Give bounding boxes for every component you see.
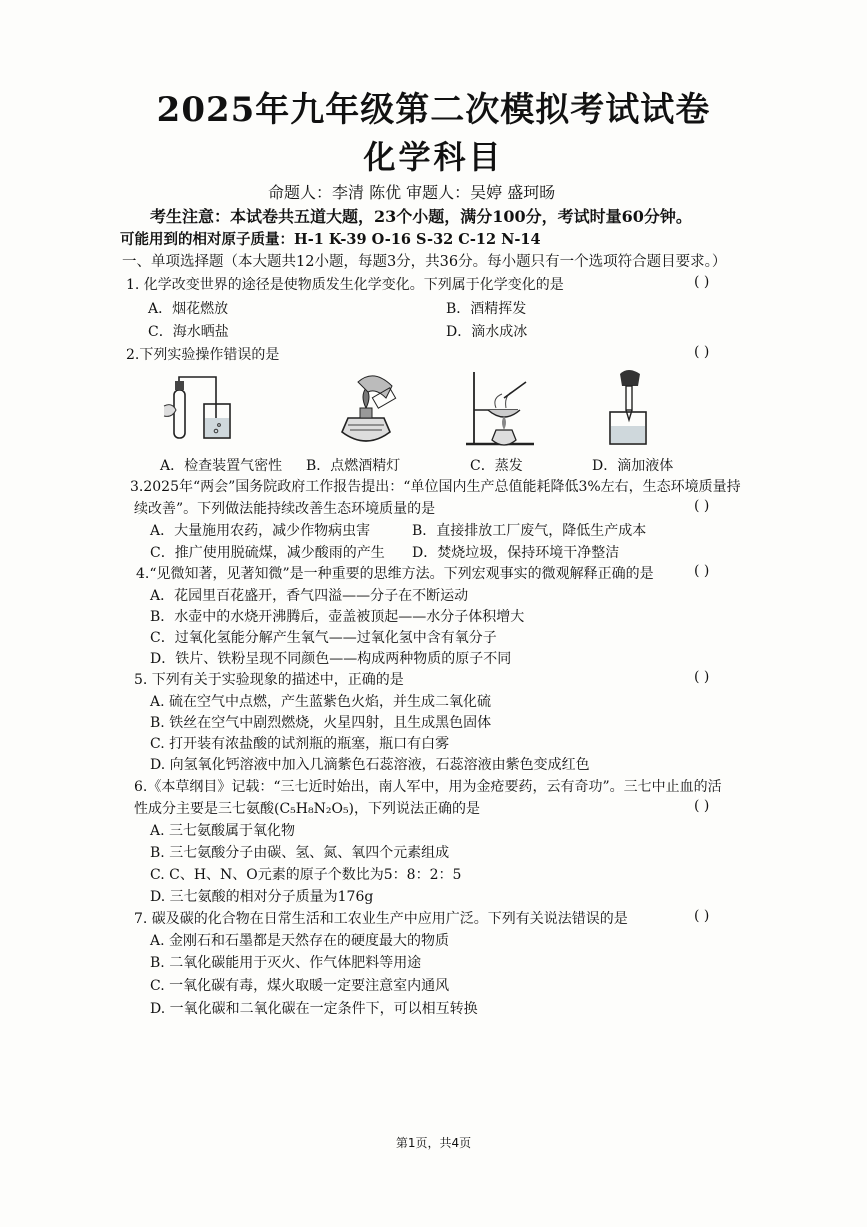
question-3-stem-line1: 3.2025年“两会”国务院政府工作报告提出：“单位国内生产总值能耗降低3%左右，生态环境质量持	[130, 479, 741, 495]
q3-option-b: B．直接排放工厂废气，降低生产成本	[412, 523, 647, 539]
q5-option-a: A. 硫在空气中点燃，产生蓝紫色火焰，并生成二氧化硫	[150, 694, 492, 710]
q3-option-d: D．焚烧垃圾，保持环境干净整洁	[412, 545, 620, 561]
q4-option-a: A．花园里百花盛开，香气四溢——分子在不断运动	[150, 588, 469, 604]
answer-paren-2: ( )	[694, 344, 710, 360]
airtightness-check-figure	[158, 376, 238, 448]
q7-option-b: B. 二氧化碳能用于灭火、作气体肥料等用途	[150, 955, 422, 971]
q3-option-c: C．推广使用脱硫煤，减少酸雨的产生	[150, 545, 385, 561]
q2-caption-a: A．检查装置气密性	[160, 458, 283, 474]
question-4-stem: 4.“见微知著，见著知微”是一种重要的思维方法。下列宏观事实的微观解释正确的是	[136, 566, 654, 582]
subject-title: 化学科目	[363, 138, 504, 176]
answer-paren-3: ( )	[694, 498, 710, 514]
answer-paren-5: ( )	[694, 669, 710, 685]
q4-option-d: D．铁片、铁粉呈现不同颜色——构成两种物质的原子不同	[150, 651, 512, 667]
q5-option-b: B. 铁丝在空气中剧烈燃烧，火星四射，且生成黑色固体	[150, 715, 492, 731]
atomic-masses: 可能用到的相对原子质量：H-1 K-39 O-16 S-32 C-12 N-14	[120, 231, 541, 248]
q6-option-b: B. 三七氨酸分子由碳、氢、氮、氧四个元素组成	[150, 845, 450, 861]
answer-paren-6: ( )	[694, 798, 710, 814]
question-3-stem-line2: 续改善”。下列做法能持续改善生态环境质量的是	[134, 501, 436, 517]
question-6-stem-line2: 性成分主要是三七氨酸(C₅H₈N₂O₅)，下列说法正确的是	[134, 801, 481, 817]
q4-option-c: C．过氧化氢能分解产生氧气——过氧化氢中含有氧分子	[150, 630, 497, 646]
question-5-stem: 5. 下列有关于实验现象的描述中，正确的是	[134, 672, 404, 688]
question-2-stem: 2.下列实验操作错误的是	[126, 347, 280, 363]
question-7-stem: 7. 碳及碳的化合物在日常生活和工农业生产中应用广泛。下列有关说法错误的是	[134, 911, 628, 927]
q6-option-d: D. 三七氨酸的相对分子质量为176g	[150, 889, 374, 905]
q1-option-b: B．酒精挥发	[446, 301, 527, 317]
section-heading: 一、单项选择题（本大题共12小题，每题3分，共36分。每小题只有一个选项符合题目要求。）	[122, 254, 727, 270]
question-6-stem-line1: 6.《本草纲目》记载：“三七近时始出，南人军中，用为金疮要药，云有奇功”。三七中止血的活	[134, 779, 722, 795]
q6-option-a: A. 三七氨酸属于氧化物	[150, 823, 296, 839]
q3-option-a: A．大量施用农药，减少作物病虫害	[150, 523, 371, 539]
exam-notice: 考生注意：本试卷共五道大题，23个小题，满分100分，考试时量60分钟。	[150, 207, 692, 226]
q2-caption-b: B．点燃酒精灯	[306, 458, 401, 474]
question-1-stem: 1. 化学改变世界的途径是使物质发生化学变化。下列属于化学变化的是	[126, 277, 564, 293]
q7-option-c: C. 一氧化碳有毒，煤火取暖一定要注意室内通风	[150, 978, 450, 994]
answer-paren-7: ( )	[694, 908, 710, 924]
alcohol-lamp-figure	[330, 370, 402, 450]
evaporation-figure	[462, 368, 546, 450]
q1-option-d: D．滴水成冰	[446, 324, 528, 340]
q2-caption-c: C．蒸发	[470, 458, 523, 474]
q7-option-d: D. 一氧化碳和二氧化碳在一定条件下，可以相互转换	[150, 1001, 478, 1017]
q7-option-a: A. 金刚石和石墨都是天然存在的硬度最大的物质	[150, 933, 450, 949]
q4-option-b: B．水壶中的水烧开沸腾后，壶盖被顶起——水分子体积增大	[150, 609, 525, 625]
answer-paren-4: ( )	[694, 563, 710, 579]
exam-title: 2025年九年级第二次模拟考试试卷	[156, 90, 711, 130]
q1-option-a: A．烟花燃放	[148, 301, 229, 317]
q6-option-c: C. C、H、N、O元素的原子个数比为5：8：2：5	[150, 867, 462, 883]
q2-caption-d: D．滴加液体	[592, 458, 674, 474]
q5-option-c: C. 打开装有浓盐酸的试剂瓶的瓶塞，瓶口有白雾	[150, 736, 450, 752]
q5-option-d: D. 向氢氧化钙溶液中加入几滴紫色石蕊溶液，石蕊溶液由紫色变成红色	[150, 757, 590, 773]
answer-paren-1: ( )	[694, 274, 710, 290]
page-number: 第1页，共4页	[395, 1136, 472, 1150]
dropper-figure	[600, 368, 660, 450]
authors-line: 命题人：李清 陈优 审题人：吴婷 盛珂旸	[268, 183, 556, 202]
q1-option-c: C．海水晒盐	[148, 324, 229, 340]
